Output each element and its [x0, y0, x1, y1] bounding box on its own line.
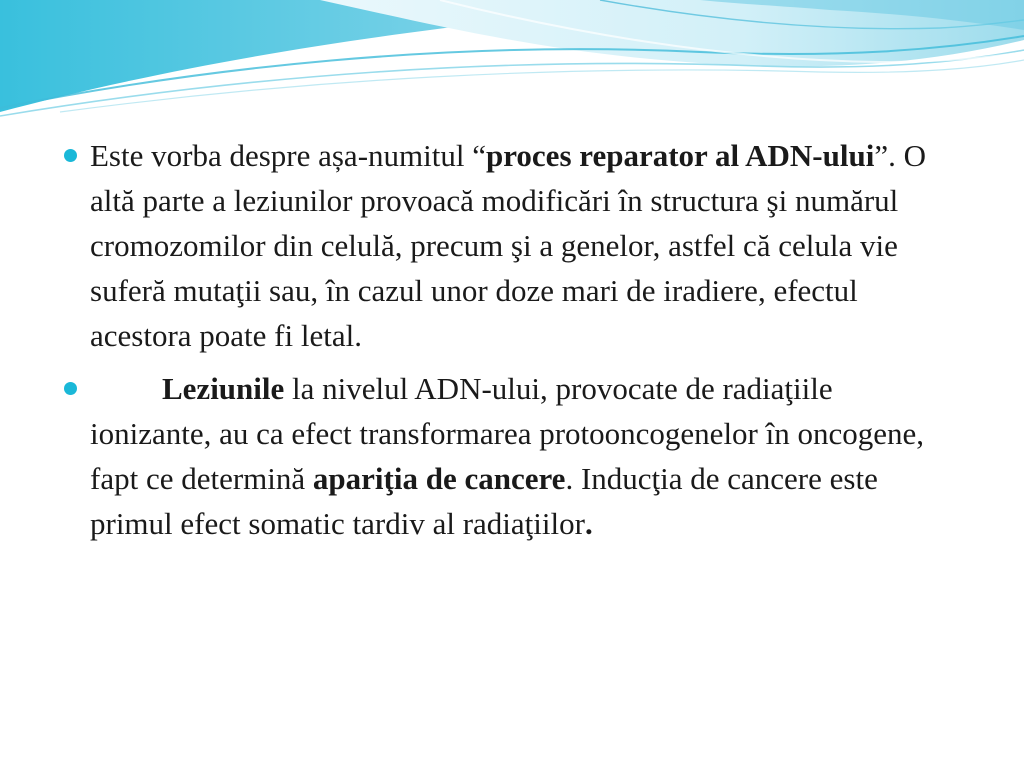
bullet-icon: [64, 382, 77, 395]
bullet-item: [56, 366, 956, 546]
bold-term-proces-reparator: proces reparator al ADN-ului: [485, 138, 875, 173]
bold-period: .: [584, 506, 593, 541]
bold-term-leziunile: Leziunile: [162, 371, 285, 406]
wave-header-decoration: [0, 0, 1024, 130]
text-segment: la nivelul ADN-ului, provocate de radiaţiile ionizante, au ca efect transformarea protooncogenelor în oncogene, fapt ce determină: [90, 371, 925, 496]
text-segment: Este vorba despre așa-numitul “: [90, 138, 486, 173]
bullet-icon: [64, 149, 77, 162]
bold-term-aparitia-de-cancere: apariţia de cancere: [312, 461, 566, 496]
bullet-list: [56, 133, 956, 546]
text-segment: . Inducţia de cancere este primul efect somatic tardiv al radiaţiilor: [90, 461, 878, 541]
bullet-item: [56, 133, 956, 358]
text-segment: ”. O altă parte a leziunilor provoacă modificări în structura şi numărul cromozomilor din celulă, precum şi a genelor, astfel că celula vie suferă mutaţii sau, în cazul unor doze mari de iradiere, efectul acestora poate fi letal.: [90, 138, 926, 353]
